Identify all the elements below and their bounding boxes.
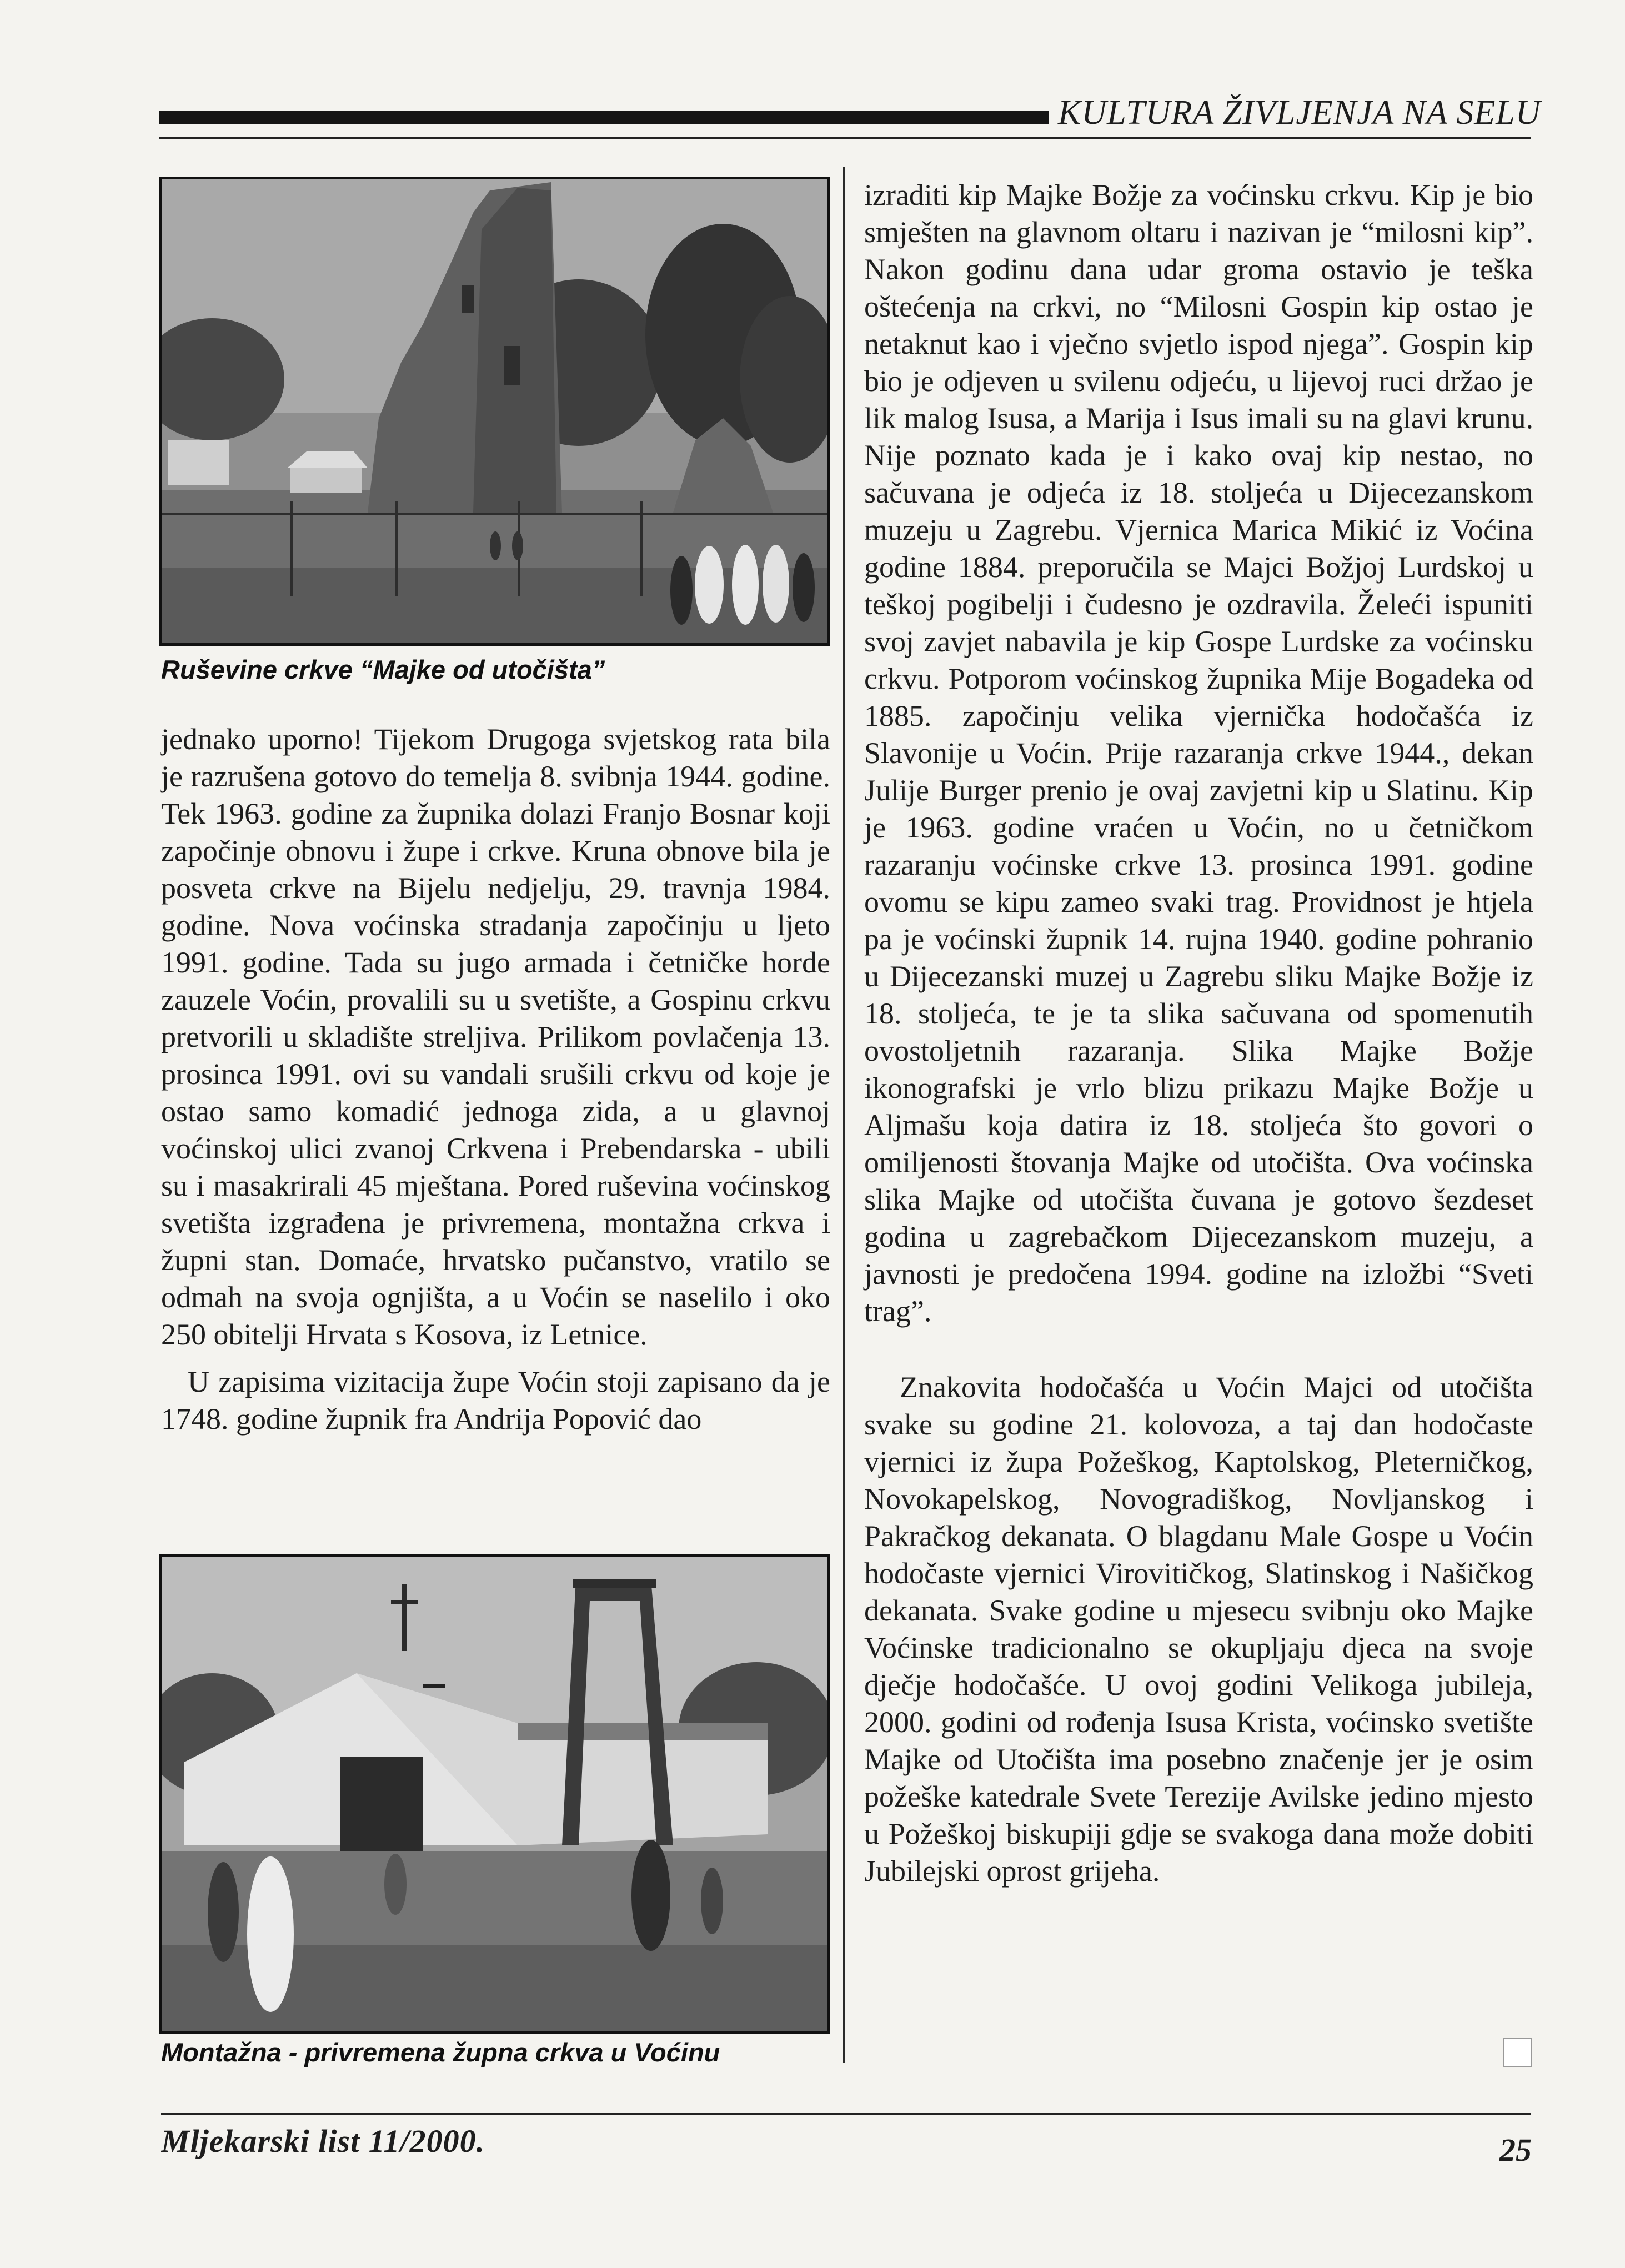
right-column-text <box>864 177 1533 1890</box>
church-ruins-photo <box>159 177 830 646</box>
section-title: KULTURA ŽIVLJENJA NA SELU <box>1058 94 1541 132</box>
article-end-mark <box>1503 2038 1532 2067</box>
header-bar <box>159 111 1049 124</box>
photo-caption-ruins: Ruševine crkve “Majke od utočišta” <box>161 655 605 684</box>
paragraph: U zapisima vizitacija župe Voćin stoji zapisano da je 1748. godine župnik fra Andrija Popović dao <box>161 1365 830 1436</box>
paragraph: izraditi kip Majke Božje za voćinsku crkvu. Kip je bio smješten na glavnom oltaru i nazivan je “milosni kip”. Nakon godinu dana udar groma ostavio je teška oštećenja na crkvi, no “Milosni Gospin kip ostao je netaknut kao i vječno svjetlo ispod njega”. Gospin kip bio je odjeven u svilenu odjeću, u lijevoj ruci držao je lik malog Isusa, a Marija i Isus imali su na glavi krunu. Nije poznato kada je i kako ovaj kip nestao, no sačuvana je odjeća iz 18. stoljeća u Dijecezanskom muzeju u Zagrebu. Vjernica Marica Mikić iz Voćina godine 1884. preporučila se Majci Božjoj Lurdskoj u teškoj pogibelji i čudesno je ozdravila. Želeći ispuniti svoj zavjet nabavila je kip Gospe Lurdske za voćinsku crkvu. Potporom voćinskog župnika Mije Bogadeka od 1885. započinju velika vjernička hodočašća iz Slavonije u Voćin. Prije razaranja crkve 1944., dekan Julije Burger prenio je ovaj zavjetni kip u Slatinu. Kip je 1963. godine vraćen u Voćin, no u četničkom razaranju voćinske crkve 13. prosinca 1991. godine ovomu se kipu zameo svaki trag. Providnost je htjela pa je voćinski župnik 14. rujna 1940. godine pohranio u Dijecezanski muzej u Zagrebu sliku Majke Božje iz 18. stoljeća, te je ta slika sačuvana od spomenutih ovostoljetnih razaranja. Slika Majke Božje ikonografski je vrlo blizu prikazu Majke Božje u Aljmašu koja datira iz 18. stoljeća što govori o omiljenosti štovanja Majke od utočišta. Ova voćinska slika Majke od utočišta čuvana je gotovo šezdeset godina u zagrebačkom Dijecezanskom muzeju, a javnosti je predočena 1994. godine na izložbi “Sveti trag”. <box>864 178 1533 1328</box>
publication-name: Mljekarski list 11/2000. <box>161 2123 485 2159</box>
paragraph: jednako uporno! Tijekom Drugoga svjetskog rata bila je razrušena gotovo do temelja 8. svibnja 1944. godine. Tek 1963. godine za župnika dolazi Franjo Bosnar koji započinje obnovu i župe i crkve. Kruna obnove bila je posveta crkve na Bijelu nedjelju, 29. travnja 1984. godine. Nova voćinska stradanja započinju u ljeto 1991. godine. Tada su jugo armada i četničke horde zauzele Voćin, provalili su u svetište, a Gospinu crkvu pretvorili u skladište streljiva. Prilikom povlačenja 13. prosinca 1991. ovi su vandali srušili crkvu od koje je ostao samo komadić jednoga zida, a u glavnoj voćinskoj ulici zvanoj Crkvena i Prebendarska - ubili su i masakrirali 45 mještana. Pored ruševina voćinskog svetišta izgrađena je privremena, montažna crkva i župni stan. Domaće, hrvatsko pučanstvo, vratilo se odmah na svoja ognjišta, a u Voćin se naselilo i oko 250 obitelji Hrvata s Kosova, iz Letnice. <box>161 722 830 1351</box>
header-rule <box>159 137 1531 139</box>
footer-rule <box>161 2113 1531 2115</box>
column-divider <box>843 167 845 2063</box>
photo-caption-temporary-church: Montažna - privremena župna crkva u Voćinu <box>161 2038 720 2067</box>
left-column-text <box>161 721 830 1438</box>
paragraph: Znakovita hodočašća u Voćin Majci od utočišta svake su godine 21. kolovoza, a taj dan hodočaste vjernici iz župa Požeškog, Kaptolskog, Pleterničkog, Novokapelskog, Novogradiškog, Novljanskog i Pakračkog dekanata. O blagdanu Male Gospe u Voćin hodočaste vjernici Virovitičkog, Slatinskog i Našičkog dekanata. Svake godine u mjesecu svibnju oko Majke Voćinske tradicionalno se okupljaju djeca na svoje dječje hodočašće. U ovoj godini Velikoga jubileja, 2000. godini od rođenja Isusa Krista, voćinsko svetište Majke od Utočišta ima posebno značenje jer je osim požeške katedrale Svete Terezije Avilske jedino mjesto u Požeškoj biskupiji gdje se svakoga dana može dobiti Jubilejski oprost grijeha. <box>864 1371 1533 1888</box>
page-number: 25 <box>1499 2132 1532 2168</box>
temporary-church-photo <box>159 1554 830 2034</box>
